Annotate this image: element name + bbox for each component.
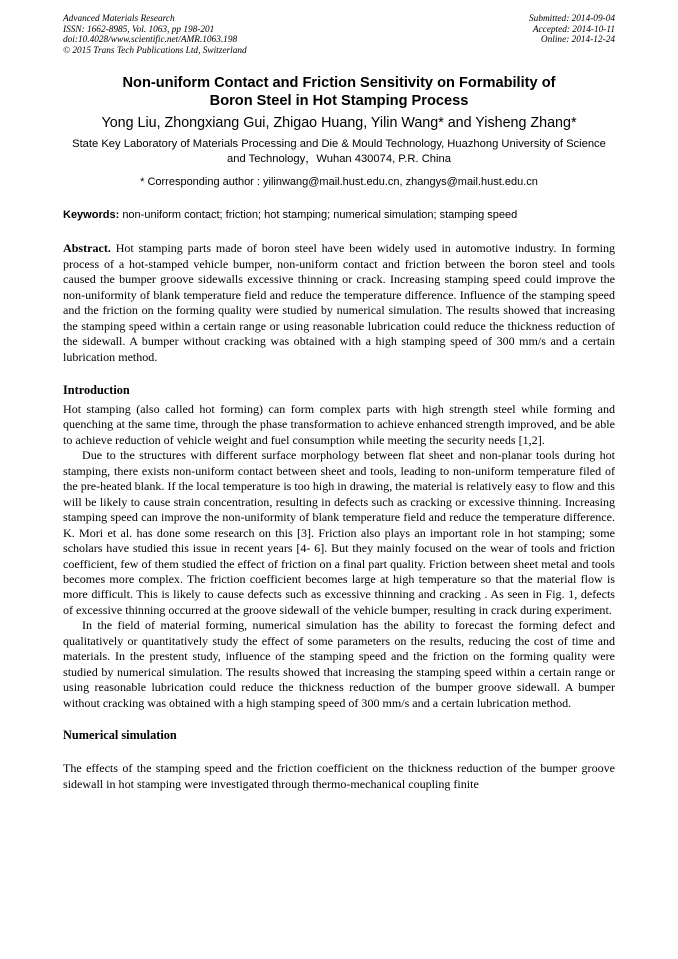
keywords bbox=[63, 208, 615, 222]
doi: doi:10.4028/www.scientific.net/AMR.1063.198 bbox=[63, 35, 238, 45]
paper-page bbox=[63, 14, 615, 792]
online-date: Online: 2014-12-24 bbox=[540, 35, 615, 45]
simulation-paragraph: The effects of the stamping speed and the friction coefficient on the thickness reduction of the bumper groove sidewall in hot stamping were investigated through thermo-mechanical coupling finite bbox=[63, 761, 615, 791]
intro-paragraph: In the field of material forming, numerical simulation has the ability to forecast the forming defect and qualitatively or quantitatively study the effect of some parameters on the results, reducing the cost of time and materials. In the prestent study, influence of the stamping speed and the friction on the forming quality were studied by numerical simulation. The results showed that increasing the stamping speed within a certain range or using reasonable lubrication could reduce the thickness reduction of the bumper groove sidewall. A bumper without cracking was obtained with a high stamping speed of 300 mm/s and a certain lubrication method. bbox=[63, 618, 615, 710]
copyright: © 2015 Trans Tech Publications Ltd, Switzerland bbox=[63, 45, 247, 56]
abstract-label: Abstract. bbox=[63, 241, 111, 256]
header-meta bbox=[63, 14, 615, 56]
intro-paragraph: Due to the structures with different surface morphology between flat sheet and non-planar tools during hot stamping, there exists non-uniform contact between sheet and tools, leading to non-uniform temperature filed of the pre-heated blank. If the local temperature is too high in drawing, the material is relatively easy to flow and this will be likely to cause strain concentration, resulting in defects such as cracking or excessive thinning. Increasing stamping speed can improve the non-uniformity of blank temperature field and reduce the temperature difference. K. Mori et al. has done some research on this [3]. Friction also plays an important role in hot stamping; some scholars have studied this issue in recent years [4- 6]. But they mainly focused on the wear of tools and friction coefficient, few of them studied the effect of friction on a final part quality. Friction between sheet metal and tools becomes more complex. The friction coefficient becomes large at high temperature so that the material flow is more difficult. This is likely to cause defects such as excessive thinning and cracking . As seen in Fig. 1, defects of excessive thinning occurred at the groove sidewall of the vehicle bumper, resulting in crack during experiment. bbox=[63, 448, 615, 617]
issn: ISSN: 1662-8985, Vol. 1063, pp 198-201 bbox=[63, 24, 215, 35]
submitted-date: Submitted: 2014-09-04 bbox=[529, 14, 615, 24]
abstract bbox=[63, 241, 615, 365]
intro-paragraph: Hot stamping (also called hot forming) can form complex parts with high strength steel while forming and quenching at the same time, through the phase transformation to achieve enhanced strength improved, and be able to achieve reduction of vehicle weight and fuel consumption while meeting the security needs [1,2]. bbox=[63, 402, 615, 447]
paper-title: Non-uniform Contact and Friction Sensitivity on Formability of Boron Steel in Hot Stamping Process bbox=[122, 75, 556, 109]
corresponding-author: * Corresponding author : yilinwang@mail.hust.edu.cn, zhangys@mail.hust.edu.cn bbox=[140, 176, 538, 189]
abstract-text: Hot stamping parts made of boron steel have been widely used in automotive industry. In forming process of a hot-stamped vehicle bumper, non-uniform contact and friction between the boron steel and tools caused the bumper groove sidewalls excessive thinning or crack. Increasing stamping speed could improve the non-uniformity of blank temperature field and reduce the temperature difference. Influence of the stamping speed and the friction on the forming quality were studied by numerical simulation. The results showed that increasing the stamping speed within a certain range or using reasonable lubrication could reduce the thickness reduction of the sidewall. A bumper without cracking was obtained with a high stamping speed of 300 mm/s and a certain lubrication method. bbox=[63, 241, 615, 364]
journal-info bbox=[63, 14, 247, 56]
section-heading-numerical-simulation: Numerical simulation bbox=[63, 728, 177, 743]
dates-info bbox=[529, 14, 615, 56]
keywords-label: Keywords: bbox=[63, 209, 120, 222]
section-heading-introduction: Introduction bbox=[63, 383, 130, 398]
affiliation: State Key Laboratory of Materials Processing and Die & Mould Technology, Huazhong University of Science and Technology，Wuhan 430074, P.R. China bbox=[72, 138, 606, 166]
accepted-date: Accepted: 2014-10-11 bbox=[532, 24, 615, 35]
journal-name: Advanced Materials Research bbox=[63, 14, 175, 24]
author-list: Yong Liu, Zhongxiang Gui, Zhigao Huang, Yilin Wang* and Yisheng Zhang* bbox=[101, 115, 577, 131]
keywords-text: non-uniform contact; friction; hot stamping; numerical simulation; stamping speed bbox=[122, 209, 518, 222]
